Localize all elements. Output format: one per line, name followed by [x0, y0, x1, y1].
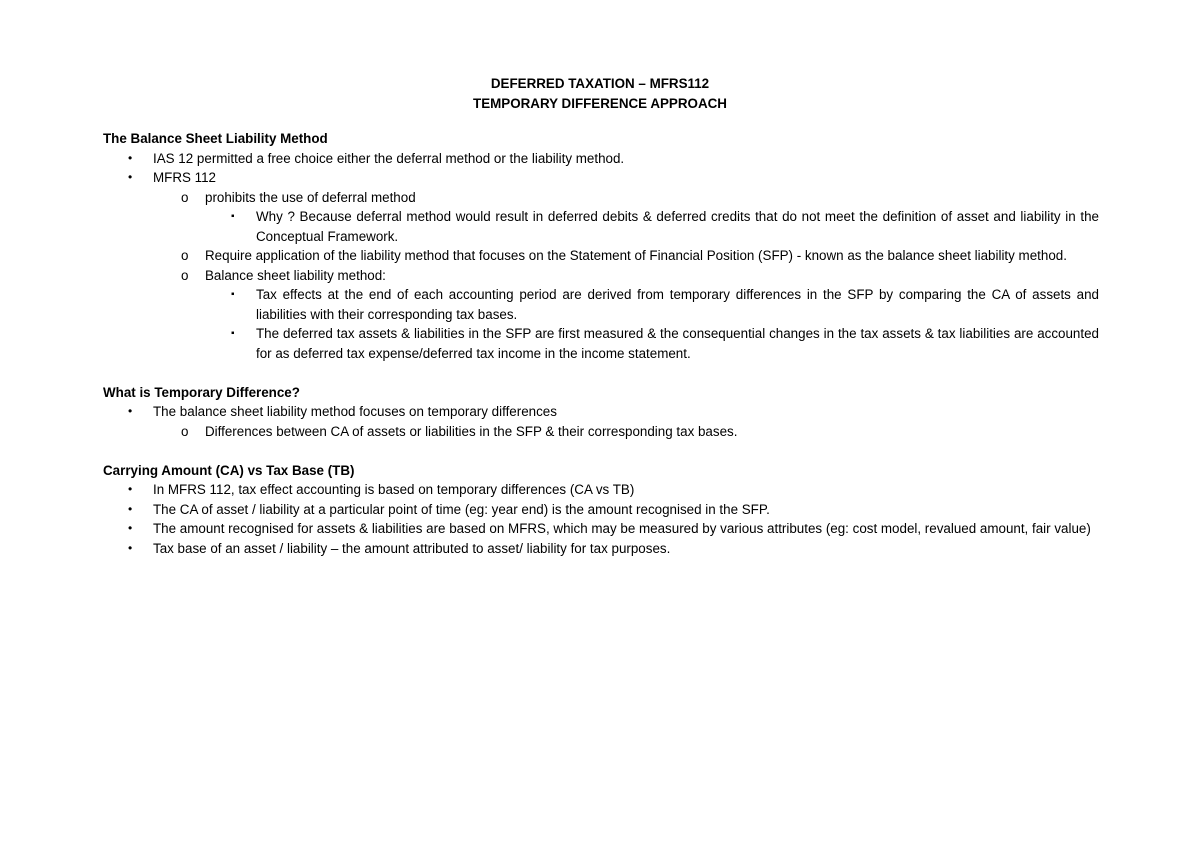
- document-title: [0, 74, 1200, 113]
- list-item-text: In MFRS 112, tax effect accounting is based on temporary differences (CA vs TB): [153, 482, 635, 497]
- sub-list-item: [103, 188, 1099, 208]
- square-bullet-icon: ▪: [231, 328, 235, 339]
- section-heading-temporary-difference: What is Temporary Difference?: [103, 384, 300, 400]
- list-item: [103, 480, 1099, 500]
- section-heading-carrying-amount: Carrying Amount (CA) vs Tax Base (TB): [103, 462, 355, 478]
- list-item: [103, 168, 1099, 188]
- square-bullet-icon: ▪: [231, 211, 235, 222]
- circle-bullet-icon: o: [181, 267, 189, 283]
- bullet-icon: •: [128, 170, 133, 184]
- list-item-text: prohibits the use of deferral method: [205, 189, 416, 205]
- bullet-icon: •: [128, 404, 133, 418]
- list-item-text: IAS 12 permitted a free choice either the deferral method or the liability method.: [153, 150, 625, 166]
- spacer: [103, 363, 1099, 383]
- title-line-2: TEMPORARY DIFFERENCE APPROACH: [473, 95, 727, 111]
- bullet-icon: •: [128, 482, 133, 496]
- bullet-icon: •: [128, 521, 133, 535]
- square-bullet-icon: ▪: [231, 289, 235, 300]
- list-item-text: The balance sheet liability method focuses on temporary differences: [153, 404, 557, 419]
- bullet-icon: •: [128, 501, 133, 516]
- list-item-text: Why ? Because deferral method would result in deferred debits & deferred credits that do not meet the definition of asset and liability in the Conceptual Framework.: [256, 209, 1099, 244]
- list-item-text: The CA of asset / liability at a particular point of time (eg: year end) is the amount recognised in the SFP.: [153, 501, 770, 517]
- sub-list-item: [103, 266, 1099, 286]
- list-item-text: Tax base of an asset / liability – the amount attributed to asset/ liability for tax purposes.: [153, 540, 671, 556]
- sub-list-item: [103, 246, 1099, 266]
- section-heading-liability-method: The Balance Sheet Liability Method: [103, 131, 328, 146]
- list-item: [103, 539, 1099, 559]
- list-item: [103, 402, 1099, 422]
- list-item-text: Tax effects at the end of each accounting period are derived from temporary differences in the SFP by comparing the CA of assets and liabilities with their corresponding tax bases.: [256, 287, 1099, 322]
- list-item-text: MFRS 112: [153, 170, 217, 185]
- circle-bullet-icon: o: [181, 248, 189, 263]
- bullet-icon: •: [128, 540, 133, 555]
- list-item-text: Balance sheet liability method:: [205, 267, 386, 283]
- sub-sub-list-item: [103, 324, 1099, 363]
- spacer: [103, 441, 1099, 461]
- circle-bullet-icon: o: [181, 423, 189, 439]
- list-item: [103, 500, 1099, 520]
- list-item-text: Differences between CA of assets or liabilities in the SFP & their corresponding tax bases.: [205, 423, 738, 439]
- circle-bullet-icon: o: [181, 189, 189, 205]
- document-body: [103, 129, 1099, 558]
- list-item-text: Require application of the liability method that focuses on the Statement of Financial Position (SFP) - known as the balance sheet liability method.: [205, 248, 1067, 263]
- sub-sub-list-item: [103, 285, 1099, 324]
- sub-sub-list-item: [103, 207, 1099, 246]
- sub-list-item: [103, 422, 1099, 442]
- list-item: [103, 519, 1099, 539]
- list-item: [103, 149, 1099, 169]
- list-item-text: The amount recognised for assets & liabilities are based on MFRS, which may be measured by various attributes (eg: cost model, revalued amount, fair value): [153, 521, 1091, 536]
- title-line-1: DEFERRED TAXATION – MFRS112: [490, 76, 710, 91]
- bullet-icon: •: [128, 150, 133, 165]
- list-item-text: The deferred tax assets & liabilities in the SFP are first measured & the consequential changes in the tax assets & tax liabilities are accounted for as deferred tax expense/deferred tax income in the income statement.: [256, 326, 1099, 361]
